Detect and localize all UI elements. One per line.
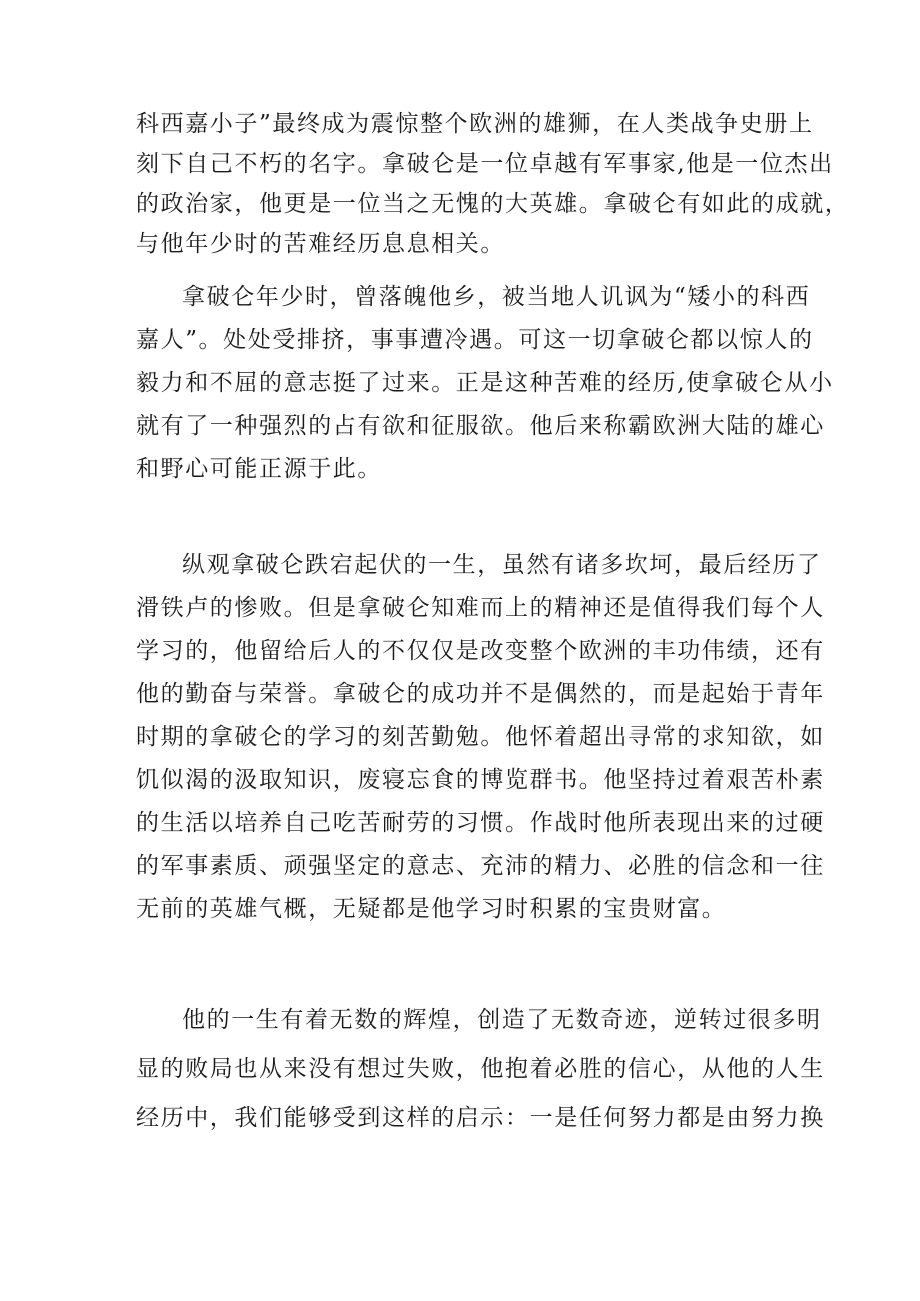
text-line [136, 492, 796, 532]
text-line: 毅力和不屈的意志挺了过来。正是这种苦难的经历,使拿破仑从小 [136, 370, 834, 396]
text-line: 学习的，他留给后人的不仅仅是改变整个欧洲的丰功伟绩，还有 [136, 638, 825, 664]
text-line: 滑铁卢的惨败。但是拿破仑知难而上的精神还是值得我们每个人 [136, 595, 825, 621]
text-line: 拿破仑年少时，曾落魄他乡，被当地人讥讽为“矮小的科西 [182, 284, 811, 310]
text-line: 时期的拿破仑的学习的刻苦勤勉。他怀着超出寻常的求知欲，如 [136, 724, 825, 750]
text-line: 和野心可能正源于此。 [136, 456, 382, 482]
text-line: 就有了一种强烈的占有欲和征服欲。他后来称霸欧洲大陆的雄心 [136, 413, 825, 439]
text-line: 嘉人”。处处受排挤，事事遭冷遇。可这一切拿破仑都以惊人的 [136, 327, 814, 353]
text-line: 的军事素质、顽强坚定的意志、充沛的精力、必胜的信念和一往 [136, 853, 825, 879]
text-line: 无前的英雄气概，无疑都是他学习时积累的宝贵财富。 [136, 896, 727, 922]
text-line: 纵观拿破仑跌宕起伏的一生，虽然有诸多坎坷，最后经历了 [182, 552, 822, 578]
text-line: 经历中，我们能够受到这样的启示：一是任何努力都是由努力换 [136, 1105, 825, 1131]
text-line: 的生活以培养自己吃苦耐劳的习惯。作战时他所表现出来的过硬 [136, 810, 825, 836]
text-line: 刻下自己不朽的名字。拿破仑是一位卓越有军事家,他是一位杰出 [136, 151, 834, 177]
text-line: 饥似渴的汲取知识，废寝忘食的博览群书。他坚持过着艰苦朴素 [136, 767, 825, 793]
text-line: 科西嘉小子”最终成为震惊整个欧洲的雄狮，在人类战争史册上 [136, 111, 814, 137]
text-line: 显的败局也从来没有想过失败，他抱着必胜的信心，从他的人生 [136, 1056, 825, 1082]
text-line: 与他年少时的苦难经历息息相关。 [136, 231, 505, 257]
text-line: 他的一生有着无数的辉煌，创造了无数奇迹，逆转过很多明 [182, 1007, 822, 1033]
text-line: 他的勤奋与荣誉。拿破仑的成功并不是偶然的，而是起始于青年 [136, 681, 825, 707]
text-line: 的政治家，他更是一位当之无愧的大英雄。拿破仑有如此的成就， [136, 191, 850, 217]
